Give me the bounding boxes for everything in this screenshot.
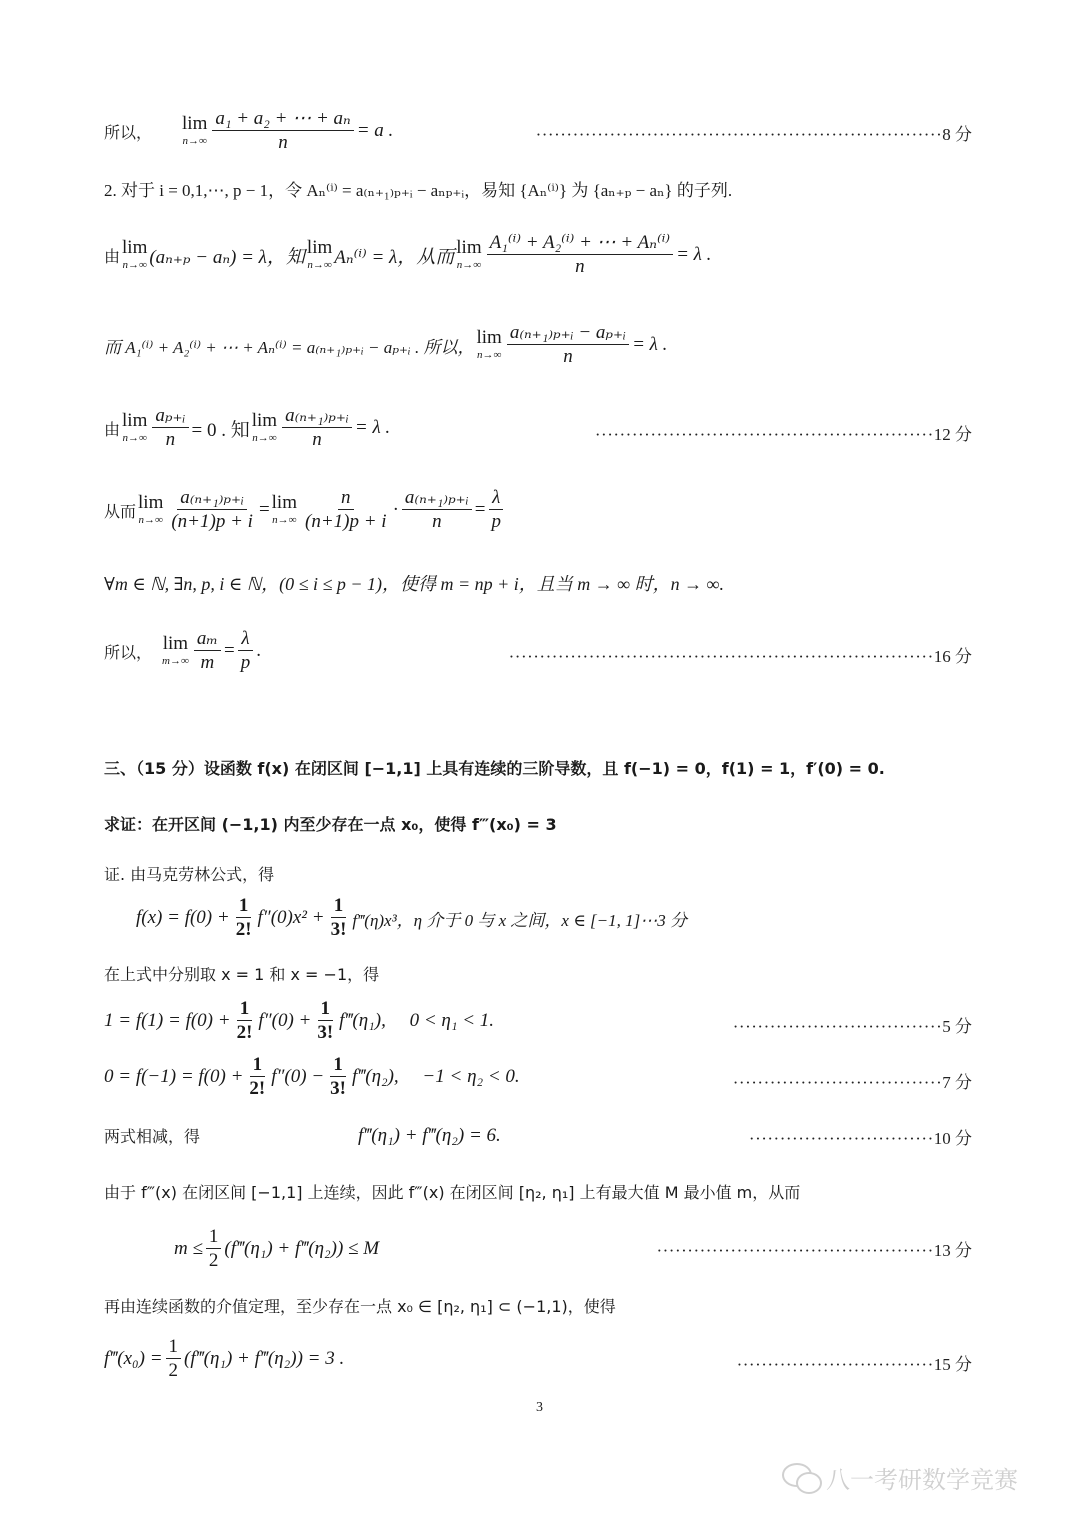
score-label: 13 分 bbox=[933, 1241, 972, 1260]
expr: 1 = f(1) = f(0) + bbox=[104, 1010, 231, 1032]
numerator: 1 bbox=[206, 1226, 222, 1249]
numerator: 1 bbox=[318, 998, 334, 1021]
denominator: 2! bbox=[236, 1021, 253, 1043]
problem-3-statement bbox=[104, 812, 557, 835]
text: 再由连续函数的介值定理，至少存在一点 x₀ ∈ [η₂, η₁] ⊂ (−1,1)，使得 bbox=[104, 1297, 616, 1316]
numerator: 1 bbox=[166, 1336, 182, 1359]
limit: lim n→∞ bbox=[456, 237, 482, 272]
expr: m ≤ bbox=[174, 1238, 203, 1260]
text: 由 bbox=[104, 246, 121, 266]
fraction bbox=[402, 487, 472, 534]
score-13: ·············································13 分 bbox=[656, 1241, 972, 1260]
limit: lim n→∞ bbox=[251, 410, 278, 445]
text: 证. 由马克劳林公式，得 bbox=[104, 865, 275, 884]
expr: f‴(η₂), −1 < η₂ < 0. bbox=[351, 1066, 520, 1088]
expr: f″(0) − bbox=[271, 1066, 325, 1088]
denominator: p bbox=[240, 651, 251, 673]
dot: · bbox=[392, 499, 399, 521]
expr: f‴(η₁), 0 < η₁ < 1. bbox=[339, 1010, 495, 1032]
numerator: a₍ₙ₊₁₎ₚ₊ᵢ − aₚ₊ᵢ bbox=[507, 322, 629, 345]
score-label: 15 分 bbox=[933, 1355, 972, 1374]
score-8: ··································································8 分 bbox=[535, 125, 972, 144]
fraction bbox=[234, 998, 256, 1045]
limit-sub: n→∞ bbox=[122, 432, 147, 445]
expr: f″(0)x² + bbox=[257, 907, 325, 929]
denominator: n bbox=[312, 428, 322, 450]
equation-eta2 bbox=[104, 1054, 520, 1101]
score-label: 12 分 bbox=[933, 425, 972, 444]
numerator: 1 bbox=[330, 1054, 346, 1077]
fraction bbox=[314, 998, 336, 1045]
limit: lim m→∞ bbox=[162, 633, 189, 668]
page-number: 3 bbox=[536, 1400, 543, 1415]
continuity-line bbox=[104, 1180, 800, 1203]
limit-line-1 bbox=[104, 232, 711, 279]
numerator: A₁⁽ⁱ⁾ + A₂⁽ⁱ⁾ + ⋯ + Aₙ⁽ⁱ⁾ bbox=[487, 232, 673, 255]
rhs: = λ . bbox=[632, 334, 668, 356]
fraction bbox=[238, 628, 254, 675]
limit-sub: n→∞ bbox=[307, 259, 332, 272]
limit-sub: n→∞ bbox=[476, 349, 502, 362]
expr: f‴(η₁) + f‴(η₂) = 6. bbox=[358, 1124, 501, 1146]
score-5: ··································5 分 bbox=[732, 1017, 972, 1036]
denominator: m bbox=[200, 651, 215, 673]
denominator: n bbox=[563, 345, 573, 367]
denominator: 2! bbox=[235, 918, 252, 940]
fraction bbox=[206, 1226, 222, 1273]
limit: lim n→∞ bbox=[476, 327, 502, 362]
conclusion-line-8 bbox=[104, 108, 393, 155]
expr: f(x) = f(0) + bbox=[136, 907, 230, 929]
score-7: ··································7 分 bbox=[732, 1073, 972, 1092]
equals: = bbox=[258, 499, 270, 521]
prove-text: 求证：在开区间 (−1,1) 内至少存在一点 x₀，使得 f‴(x₀) = 3 bbox=[104, 815, 557, 834]
limit: lim n→∞ bbox=[138, 492, 164, 527]
limit-line-4 bbox=[104, 487, 507, 534]
text: 由 bbox=[104, 419, 121, 439]
limit-line-2 bbox=[104, 322, 667, 369]
limit: lim n→∞ bbox=[182, 113, 208, 148]
denominator: 3! bbox=[330, 918, 347, 940]
text: 所以， bbox=[104, 122, 153, 142]
limit-sub: n→∞ bbox=[138, 514, 163, 527]
score-16: ·····································································16 分 bbox=[508, 647, 972, 666]
numerator: 1 bbox=[250, 1054, 266, 1077]
expr: Aₙ⁽ⁱ⁾ = λ，从而 bbox=[334, 246, 455, 268]
fraction bbox=[194, 628, 221, 675]
limit: lim n→∞ bbox=[122, 410, 148, 445]
rhs: = a . bbox=[356, 120, 394, 142]
denominator: 2! bbox=[249, 1077, 266, 1099]
score-12: ·······················································12 分 bbox=[594, 425, 972, 444]
numerator: a₁ + a₂ + ⋯ + aₙ bbox=[212, 108, 353, 131]
denominator: (n+1)p + i bbox=[305, 510, 387, 532]
fraction bbox=[328, 895, 350, 942]
text: 所以， bbox=[104, 642, 153, 662]
conclusion-line-16 bbox=[104, 628, 261, 675]
denominator: n bbox=[575, 255, 585, 277]
numerator: a₍ₙ₊₁₎ₚ₊ᵢ bbox=[177, 487, 247, 510]
fraction bbox=[302, 487, 390, 534]
watermark-text: 八一考研数学竞赛 bbox=[826, 1466, 1018, 1494]
numerator: a₍ₙ₊₁₎ₚ₊ᵢ bbox=[282, 405, 352, 428]
rhs: = λ . bbox=[676, 244, 712, 266]
rhs: = λ . bbox=[354, 417, 391, 439]
score-label: 10 分 bbox=[933, 1129, 972, 1148]
limit-sub: m→∞ bbox=[162, 655, 189, 668]
limit-sub: n→∞ bbox=[272, 514, 297, 527]
limit-line-3 bbox=[104, 405, 390, 452]
limit-sub: n→∞ bbox=[456, 259, 482, 272]
expr: (f‴(η₁) + f‴(η₂)) ≤ M bbox=[224, 1238, 380, 1260]
fraction bbox=[246, 1054, 268, 1101]
fraction bbox=[233, 895, 255, 942]
numerator: 1 bbox=[331, 895, 347, 918]
fraction bbox=[487, 232, 673, 279]
expr: f‴(η)x³，η 介于 0 与 x 之间，x ∈ [−1, 1]⋯3 分 bbox=[352, 910, 687, 930]
denominator: 3! bbox=[317, 1021, 334, 1043]
score-label: 8 分 bbox=[942, 125, 972, 144]
equals: = bbox=[474, 499, 486, 521]
wechat-icon bbox=[782, 1463, 820, 1493]
limit: lim n→∞ bbox=[306, 237, 333, 272]
fraction bbox=[507, 322, 629, 369]
expr: (aₙ₊ₚ − aₙ) = λ，知 bbox=[149, 246, 305, 268]
numerator: n bbox=[338, 487, 354, 510]
expr: = 0 . 知 bbox=[191, 419, 250, 441]
subsequence-line bbox=[104, 176, 732, 201]
fraction bbox=[327, 1054, 349, 1101]
text: 由于 f‴(x) 在闭区间 [−1,1] 上连续，因此 f‴(x) 在闭区间 [η₂, η₁] 上有最大值 M 最小值 m，从而 bbox=[104, 1183, 801, 1202]
text: 从而 bbox=[104, 501, 137, 521]
score-10: ······························10 分 bbox=[748, 1129, 972, 1148]
text: ∀m ∈ ℕ, ∃n, p, i ∈ ℕ，(0 ≤ i ≤ p − 1)，使得 m = np + i，且当 m → ∞ 时，n → ∞. bbox=[104, 574, 724, 594]
score-label: 16 分 bbox=[933, 647, 972, 666]
text: 2. 对于 i = 0,1,⋯, p − 1，令 Aₙ⁽ⁱ⁾ = a₍ₙ₊₁₎ₚ₊ᵢ − aₙₚ₊ᵢ，易知 {Aₙ⁽ⁱ⁾} 为 {aₙ₊ₚ − aₙ} 的子列. bbox=[104, 181, 733, 200]
final-equation bbox=[104, 1336, 344, 1383]
fraction bbox=[282, 405, 352, 452]
proof-intro bbox=[104, 862, 274, 885]
expr: f″(0) + bbox=[258, 1010, 312, 1032]
fraction bbox=[488, 487, 504, 534]
denominator: (n+1)p + i bbox=[171, 510, 253, 532]
taylor-formula bbox=[136, 895, 687, 942]
numerator: aₘ bbox=[194, 628, 221, 651]
quantifier-line bbox=[104, 570, 724, 596]
limit-sub: n→∞ bbox=[182, 135, 207, 148]
numerator: a₍ₙ₊₁₎ₚ₊ᵢ bbox=[402, 487, 472, 510]
expr: f‴(x₀) = bbox=[104, 1348, 163, 1370]
subtract-line bbox=[104, 1124, 501, 1147]
problem-3-heading bbox=[104, 756, 885, 779]
heading-text: 三、（15 分）设函数 f(x) 在闭区间 [−1,1] 上具有连续的三阶导数，且 f(−1) = 0，f(1) = 1，f′(0) = 0. bbox=[104, 759, 885, 778]
period: . bbox=[256, 640, 261, 662]
fraction bbox=[168, 487, 256, 534]
text: 两式相减，得 bbox=[104, 1127, 201, 1146]
fraction bbox=[152, 405, 188, 452]
denominator: 2 bbox=[168, 1359, 179, 1381]
denominator: p bbox=[491, 510, 501, 532]
numerator: 1 bbox=[236, 895, 252, 918]
equals: = bbox=[223, 640, 235, 662]
denominator: n bbox=[432, 510, 442, 532]
ivt-line bbox=[104, 1294, 616, 1317]
numerator: λ bbox=[489, 487, 503, 510]
score-label: 5 分 bbox=[942, 1017, 972, 1036]
denominator: 2 bbox=[208, 1249, 219, 1271]
numerator: 1 bbox=[237, 998, 253, 1021]
expr: 0 = f(−1) = f(0) + bbox=[104, 1066, 244, 1088]
limit-sub: n→∞ bbox=[122, 259, 147, 272]
bound-line bbox=[174, 1226, 379, 1273]
denominator: 3! bbox=[330, 1077, 346, 1099]
limit-sub: n→∞ bbox=[252, 432, 277, 445]
substitute-line bbox=[104, 962, 379, 985]
fraction bbox=[212, 108, 353, 155]
limit: lim n→∞ bbox=[271, 492, 297, 527]
fraction bbox=[166, 1336, 182, 1383]
score-15: ································15 分 bbox=[736, 1355, 972, 1374]
numerator: λ bbox=[238, 628, 252, 651]
equation-eta1 bbox=[104, 998, 494, 1045]
denominator: n bbox=[278, 131, 288, 153]
score-label: 7 分 bbox=[942, 1073, 972, 1092]
text: 在上式中分别取 x = 1 和 x = −1，得 bbox=[104, 965, 380, 984]
text: 而 A₁⁽ⁱ⁾ + A₂⁽ⁱ⁾ + ⋯ + Aₙ⁽ⁱ⁾ = a₍ₙ₊₁₎ₚ₊ᵢ − aₚ₊ᵢ . 所以， bbox=[104, 337, 475, 357]
expr: (f‴(η₁) + f‴(η₂)) = 3 . bbox=[184, 1348, 345, 1370]
watermark bbox=[782, 1460, 1018, 1495]
numerator: aₚ₊ᵢ bbox=[152, 405, 188, 428]
denominator: n bbox=[165, 428, 176, 450]
limit: lim n→∞ bbox=[122, 237, 148, 272]
